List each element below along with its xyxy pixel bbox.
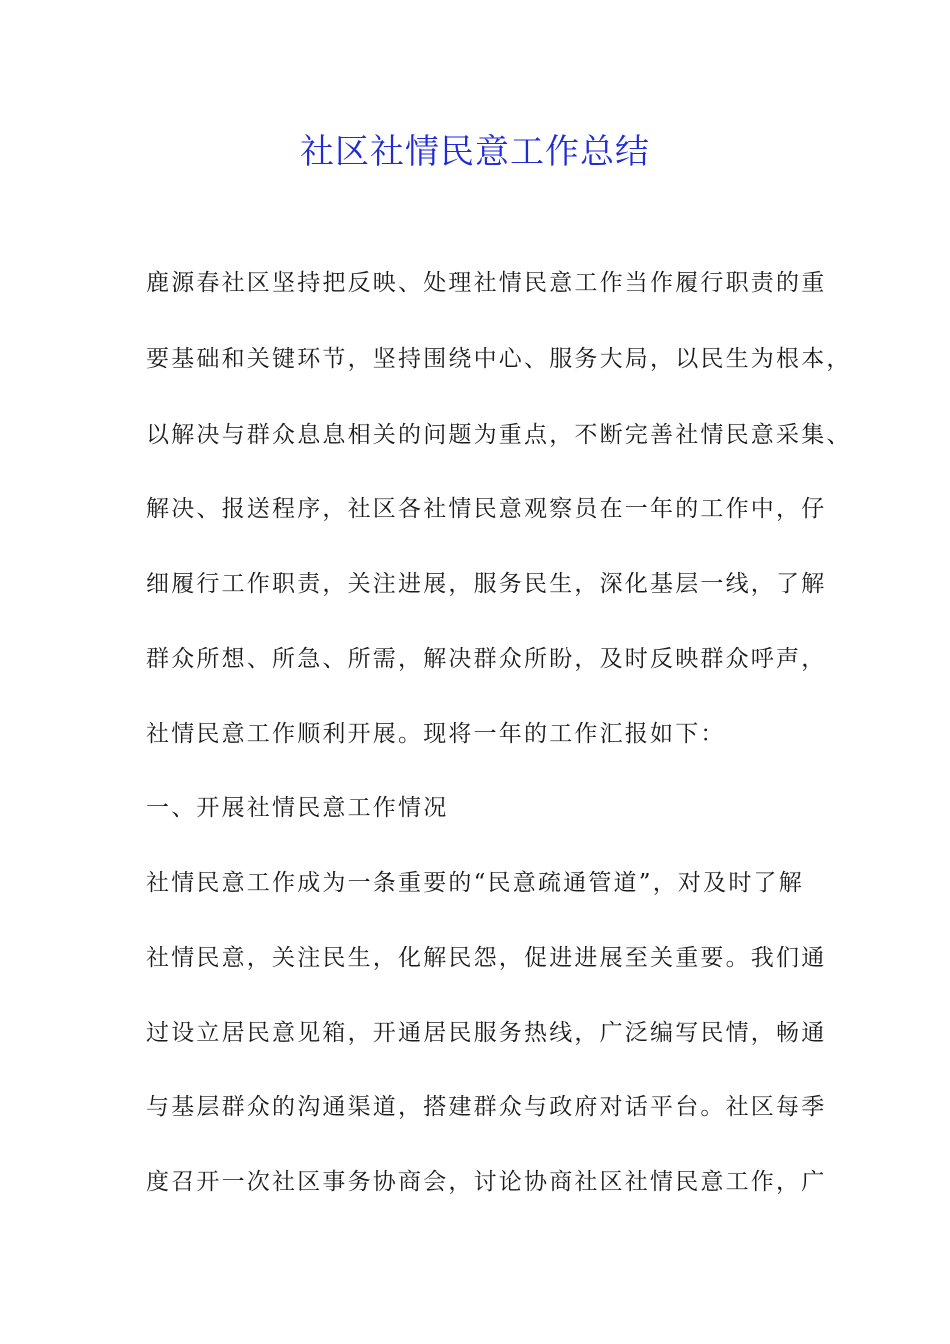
body-line: 与基层群众的沟通渠道，搭建群众与政府对话平台。社区每季 — [146, 1094, 827, 1120]
body-line: 要基础和关键环节，坚持围绕中心、服务大局，以民生为根本， — [146, 346, 852, 372]
body-line: 社情民意工作成为一条重要的“民意疏通管道”，对及时了解 — [146, 870, 804, 896]
body-line: 社情民意工作顺利开展。现将一年的工作汇报如下： — [146, 721, 726, 747]
body-line: 过设立居民意见箱，开通居民服务热线，广泛编写民情，畅通 — [146, 1020, 827, 1046]
body-line: 解决、报送程序，社区各社情民意观察员在一年的工作中，仔 — [146, 496, 827, 522]
body-line: 群众所想、所急、所需，解决群众所盼，及时反映群众呼声， — [146, 646, 827, 672]
body-line: 以解决与群众息息相关的问题为重点，不断完善社情民意采集、 — [146, 422, 852, 448]
document-title: 社区社情民意工作总结 — [300, 132, 650, 172]
body-line: 社情民意，关注民生，化解民怨，促进进展至关重要。我们通 — [146, 945, 827, 971]
body-line: 度召开一次社区事务协商会，讨论协商社区社情民意工作，广 — [146, 1169, 827, 1195]
body-line: 鹿源春社区坚持把反映、处理社情民意工作当作履行职责的重 — [146, 270, 827, 296]
body-line: 细履行工作职责，关注进展，服务民生，深化基层一线，了解 — [146, 571, 827, 597]
section-heading: 一、开展社情民意工作情况 — [146, 795, 449, 821]
